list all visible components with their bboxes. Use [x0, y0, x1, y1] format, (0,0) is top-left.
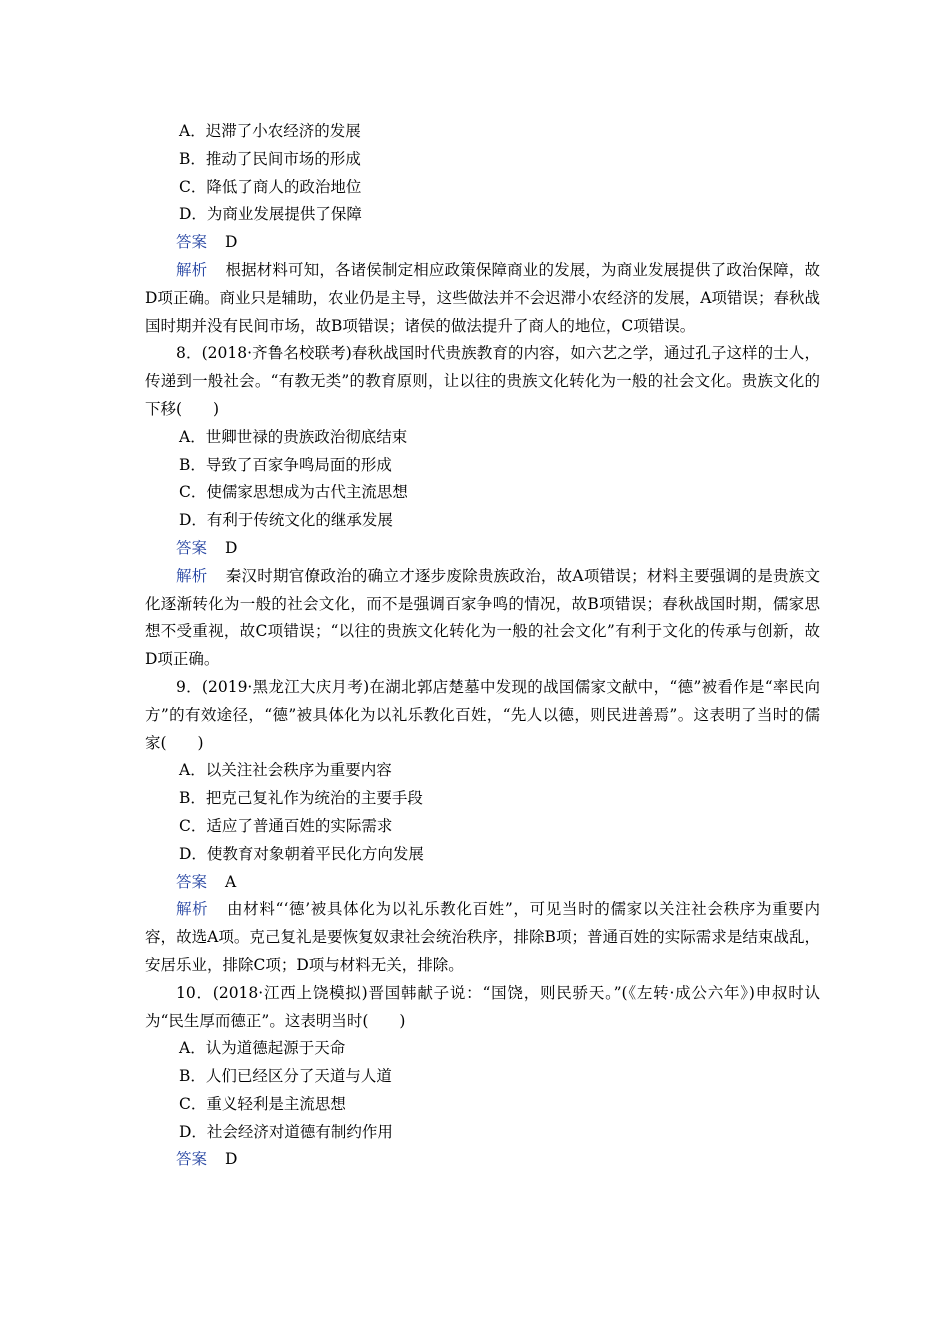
answer-label: 答案: [176, 233, 208, 252]
q7-answer: [145, 229, 820, 257]
q10-option-d: D．社会经济对道德有制约作用: [179, 1122, 393, 1141]
q9-option-d: D．使教育对象朝着平民化方向发展: [179, 844, 424, 863]
q7-option-b: B．推动了民间市场的形成: [179, 149, 361, 168]
q9-option-b: B．把克己复礼作为统治的主要手段: [179, 789, 423, 808]
explanation-text: 秦汉时期官僚政治的确立才逐步废除贵族政治，故A项错误；材料主要强调的是贵族文化逐渐转化为一般的社会文化，而不是强调百家争鸣的情况，故B项错误；春秋战国时期，儒家思想不受重视，故C项错误；“以往的贵族文化转化为一般的社会文化”有利于文化的传承与创新，故D项正确。: [145, 566, 820, 669]
question-7-block: [145, 118, 820, 340]
q8-option-a: A．世卿世禄的贵族政治彻底结束: [179, 427, 408, 446]
q8-option-b: B．导致了百家争鸣局面的形成: [179, 455, 392, 474]
explanation-label: 解析: [176, 566, 208, 585]
document-page: [145, 118, 820, 1174]
answer-value: A: [225, 872, 237, 891]
question-8-block: [145, 340, 820, 674]
answer-value: D: [225, 1150, 238, 1169]
answer-label: 答案: [176, 1150, 208, 1169]
answer-value: D: [225, 233, 238, 252]
q7-option-c: C．降低了商人的政治地位: [179, 177, 362, 196]
q9-answer: [145, 869, 820, 897]
q10-option-c: C．重义轻利是主流思想: [179, 1094, 346, 1113]
q8-answer: [145, 535, 820, 563]
q10-answer: [145, 1146, 820, 1174]
q8-option-c: C．使儒家思想成为古代主流思想: [179, 483, 408, 502]
q10-option-a: A．认为道德起源于天命: [179, 1039, 346, 1058]
explanation-text: 根据材料可知，各诸侯制定相应政策保障商业的发展，为商业发展提供了政治保障，故D项正确。商业只是辅助，农业仍是主导，这些做法并不会迟滞小农经济的发展，A项错误；春秋战国时期并没有民间市场，故B项错误；诸侯的做法提升了商人的地位，C项错误。: [145, 260, 820, 335]
q9-option-a: A．以关注社会秩序为重要内容: [179, 761, 392, 780]
answer-label: 答案: [176, 538, 208, 557]
q9-option-c: C．适应了普通百姓的实际需求: [179, 816, 393, 835]
q7-explanation: [145, 257, 820, 340]
q9-explanation: [145, 896, 820, 979]
q9-stem: 9．(2019·黑龙江大庆月考)在湖北郭店楚墓中发现的战国儒家文献中，“德”被看作是“率民向方”的有效途径，“德”被具体化为以礼乐教化百姓，“先人以德，则民进善焉”。这表明了当时的儒家( ): [145, 677, 820, 752]
answer-value: D: [225, 538, 238, 557]
q7-option-a: A．迟滞了小农经济的发展: [179, 122, 361, 140]
q8-explanation: [145, 563, 820, 674]
answer-label: 答案: [176, 872, 208, 891]
explanation-label: 解析: [176, 900, 209, 919]
q8-stem: 8．(2018·齐鲁名校联考)春秋战国时代贵族教育的内容，如六艺之学，通过孔子这样的士人，传递到一般社会。“有教无类”的教育原则，让以往的贵族文化转化为一般的社会文化。贵族文化的下移( ): [145, 344, 820, 418]
explanation-text: 由材料“‘德’被具体化为以礼乐教化百姓”，可见当时的儒家以关注社会秩序为重要内容，故选A项。克己复礼是要恢复奴隶社会统治秩序，排除B项；普通百姓的实际需求是结束战乱，安居乐业，排除C项；D项与材料无关，排除。: [145, 900, 820, 974]
q10-option-b: B．人们已经区分了天道与人道: [179, 1067, 392, 1086]
q8-option-d: D．有利于传统文化的继承发展: [179, 511, 393, 530]
question-9-block: [145, 674, 820, 980]
q10-stem: 10．(2018·江西上饶模拟)晋国韩献子说：“国饶，则民骄天。”(《左转·成公六年》)申叔时认为“民生厚而德正”。这表明当时( ): [145, 983, 820, 1030]
explanation-label: 解析: [176, 260, 208, 279]
q7-option-d: D．为商业发展提供了保障: [179, 205, 362, 224]
question-10-block: [145, 980, 820, 1175]
